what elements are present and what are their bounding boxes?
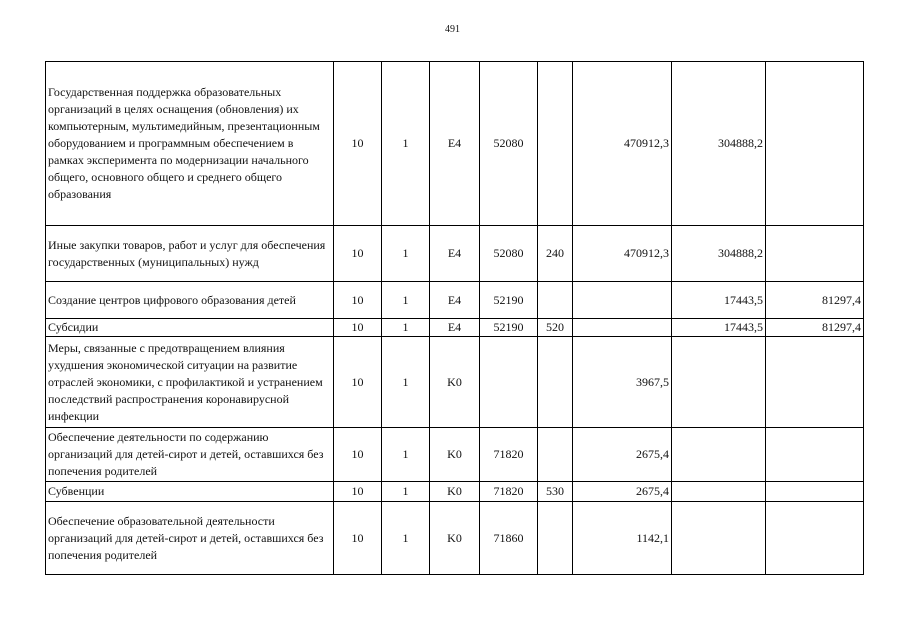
budget-table (45, 61, 864, 575)
page-number: 491 (445, 24, 460, 35)
program-code: K0 (430, 337, 480, 428)
direction-code: 52080 (480, 62, 538, 226)
row-name: Субсидии (46, 319, 334, 337)
expense-type-code: 520 (538, 319, 573, 337)
direction-code: 52080 (480, 226, 538, 282)
row-name: Государственная поддержка образовательных организаций в целях оснащения (обновления) их компьютерным, мультимедийным, презентационным оборудованием и программным обеспечением в рамках эксперимента по модернизации начального общего, основного общего и среднего общего образования (46, 62, 334, 226)
amount-year-3 (766, 337, 864, 428)
direction-code: 71860 (480, 502, 538, 575)
direction-code: 71820 (480, 428, 538, 482)
amount-year-2: 304888,2 (672, 62, 766, 226)
row-name: Обеспечение образовательной деятельности организаций для детей-сирот и детей, оставшихся без попечения родителей (46, 502, 334, 575)
subsection-code: 1 (382, 282, 430, 319)
direction-code: 52190 (480, 282, 538, 319)
amount-year-2 (672, 337, 766, 428)
table-row (46, 428, 864, 482)
subsection-code: 1 (382, 482, 430, 502)
row-name: Субвенции (46, 482, 334, 502)
section-code: 10 (334, 428, 382, 482)
section-code: 10 (334, 226, 382, 282)
amount-year-1: 1142,1 (573, 502, 672, 575)
amount-year-1: 470912,3 (573, 226, 672, 282)
table-row (46, 502, 864, 575)
row-name: Иные закупки товаров, работ и услуг для обеспечения государственных (муниципальных) нужд (46, 226, 334, 282)
subsection-code: 1 (382, 226, 430, 282)
amount-year-1 (573, 319, 672, 337)
amount-year-1 (573, 282, 672, 319)
section-code: 10 (334, 502, 382, 575)
table-row (46, 482, 864, 502)
program-code: E4 (430, 62, 480, 226)
table-row (46, 319, 864, 337)
table-row (46, 62, 864, 226)
amount-year-3: 81297,4 (766, 319, 864, 337)
program-code: K0 (430, 502, 480, 575)
amount-year-1: 2675,4 (573, 482, 672, 502)
expense-type-code (538, 62, 573, 226)
section-code: 10 (334, 337, 382, 428)
section-code: 10 (334, 319, 382, 337)
expense-type-code: 530 (538, 482, 573, 502)
table-row (46, 282, 864, 319)
expense-type-code (538, 502, 573, 575)
subsection-code: 1 (382, 319, 430, 337)
amount-year-2 (672, 482, 766, 502)
amount-year-3 (766, 226, 864, 282)
expense-type-code (538, 337, 573, 428)
amount-year-3 (766, 502, 864, 575)
expense-type-code: 240 (538, 226, 573, 282)
amount-year-2: 304888,2 (672, 226, 766, 282)
row-name: Меры, связанные с предотвращением влияния ухудшения экономической ситуации на развитие отраслей экономики, с профилактикой и устранением последствий распространения коронавирусной инфекции (46, 337, 334, 428)
row-name: Создание центров цифрового образования детей (46, 282, 334, 319)
amount-year-3 (766, 482, 864, 502)
expense-type-code (538, 282, 573, 319)
subsection-code: 1 (382, 428, 430, 482)
amount-year-2 (672, 502, 766, 575)
section-code: 10 (334, 482, 382, 502)
expense-type-code (538, 428, 573, 482)
subsection-code: 1 (382, 337, 430, 428)
amount-year-3 (766, 62, 864, 226)
amount-year-3 (766, 428, 864, 482)
amount-year-3: 81297,4 (766, 282, 864, 319)
program-code: E4 (430, 282, 480, 319)
amount-year-2: 17443,5 (672, 282, 766, 319)
section-code: 10 (334, 282, 382, 319)
subsection-code: 1 (382, 62, 430, 226)
program-code: K0 (430, 428, 480, 482)
section-code: 10 (334, 62, 382, 226)
direction-code: 71820 (480, 482, 538, 502)
program-code: E4 (430, 226, 480, 282)
amount-year-2 (672, 428, 766, 482)
amount-year-1: 3967,5 (573, 337, 672, 428)
direction-code: 52190 (480, 319, 538, 337)
direction-code (480, 337, 538, 428)
row-name: Обеспечение деятельности по содержанию организаций для детей-сирот и детей, оставшихся без попечения родителей (46, 428, 334, 482)
amount-year-1: 2675,4 (573, 428, 672, 482)
table-row (46, 226, 864, 282)
program-code: K0 (430, 482, 480, 502)
amount-year-1: 470912,3 (573, 62, 672, 226)
program-code: E4 (430, 319, 480, 337)
amount-year-2: 17443,5 (672, 319, 766, 337)
subsection-code: 1 (382, 502, 430, 575)
table-row (46, 337, 864, 428)
